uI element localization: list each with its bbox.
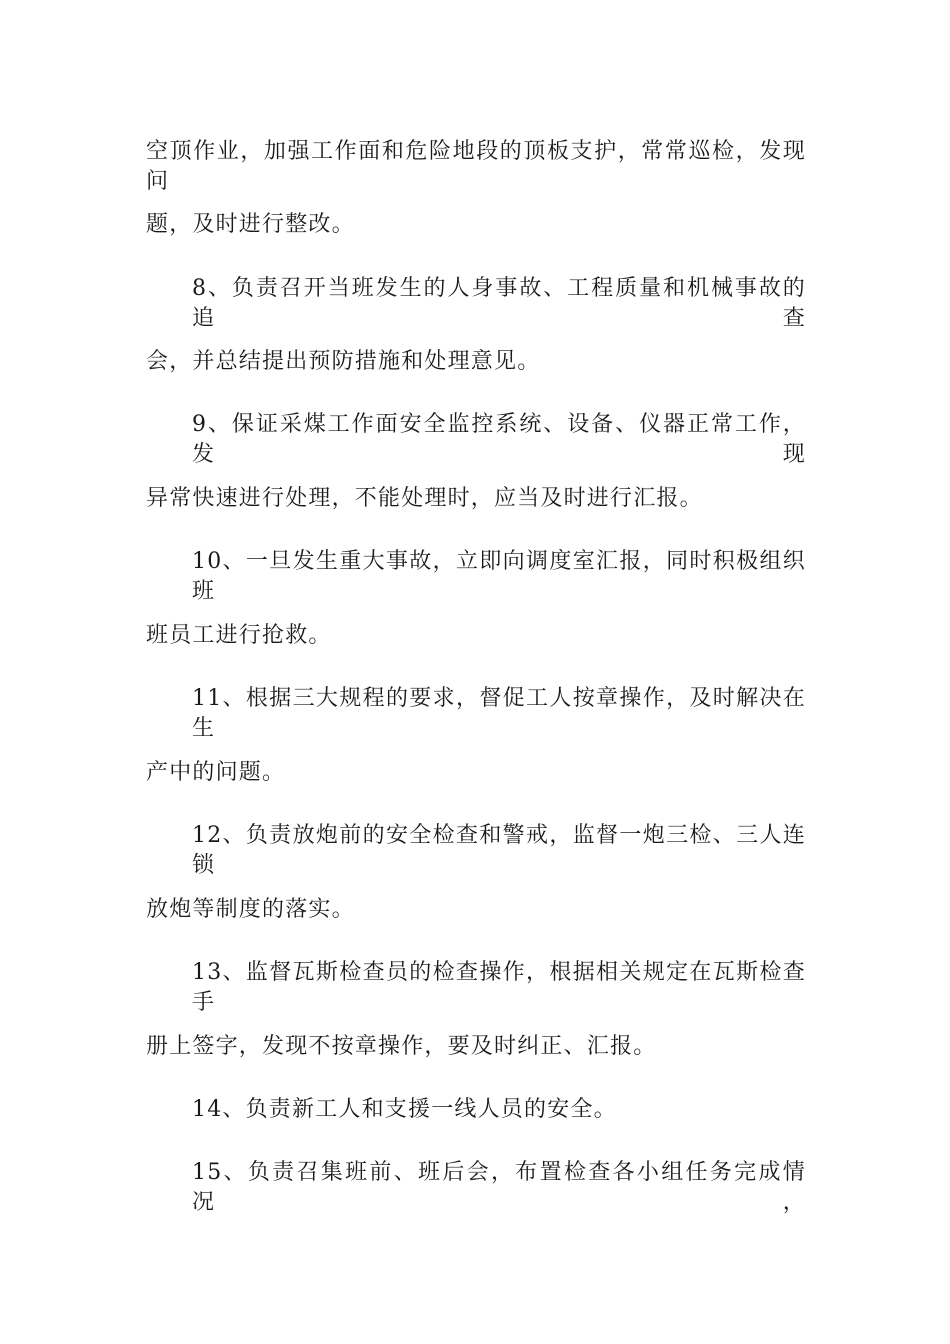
text-line: 异常快速进行处理，不能处理时，应当及时进行汇报。: [146, 486, 703, 511]
text-line: 9、保证采煤工作面安全监控系统、设备、仪器正常工作，发现: [192, 412, 806, 467]
text-line: 班员工进行抢救。: [146, 623, 332, 648]
text-line: 放炮等制度的落实。: [146, 897, 355, 922]
text-line: 13、监督瓦斯检查员的检查操作，根据相关规定在瓦斯检查手: [192, 960, 806, 1015]
text-line: 10、一旦发生重大事故，立即向调度室汇报，同时积极组织班: [192, 549, 806, 604]
text-line: 14、负责新工人和支援一线人员的安全。: [192, 1097, 617, 1122]
text-line: 8、负责召开当班发生的人身事故、工程质量和机械事故的追查: [192, 276, 806, 331]
text-line: 15、负责召集班前、班后会，布置检查各小组任务完成情况，: [192, 1160, 806, 1215]
text-line: 12、负责放炮前的安全检查和警戒，监督一炮三检、三人连锁: [192, 823, 806, 878]
text-line: 题，及时进行整改。: [146, 212, 355, 237]
text-line: 产中的问题。: [146, 760, 286, 785]
text-line: 11、根据三大规程的要求，督促工人按章操作，及时解决在生: [192, 686, 806, 741]
text-line: 空顶作业，加强工作面和危险地段的顶板支护，常常巡检，发现问: [146, 139, 806, 194]
text-line: 会，并总结提出预防措施和处理意见。: [146, 349, 541, 374]
text-line: 册上签字，发现不按章操作，要及时纠正、汇报。: [146, 1034, 657, 1059]
